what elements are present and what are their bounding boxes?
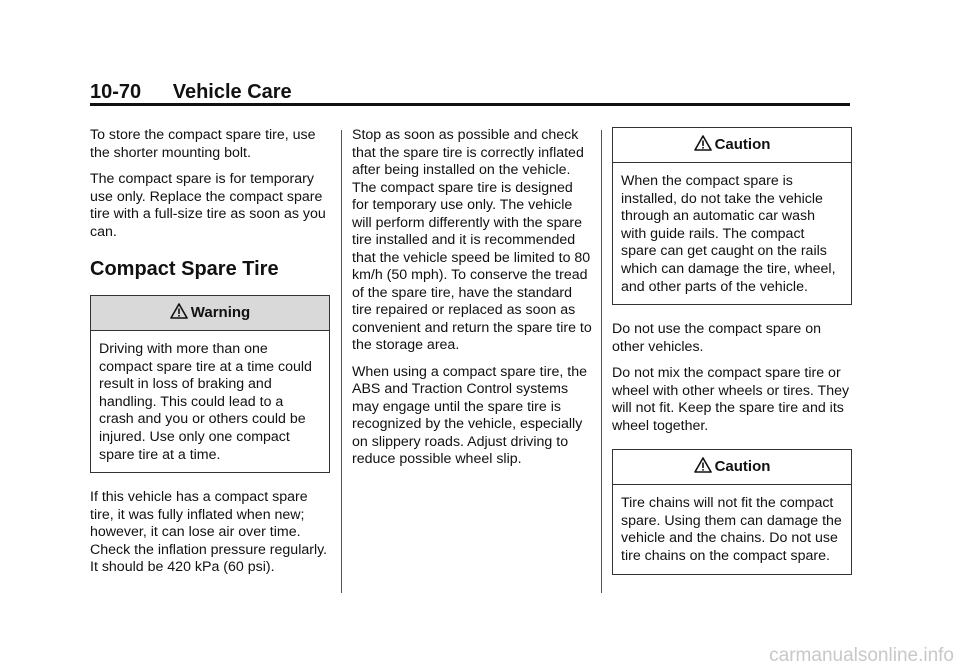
column-2 — [352, 127, 592, 478]
caution-box-header — [613, 450, 851, 485]
paragraph: If this vehicle has a compact spare tire, it was fully inflated when new; however, it can lose air over time. Check the inflation pressure regularly. It should be 420 kPa (60 psi). — [90, 489, 328, 576]
column-3 — [612, 127, 852, 591]
column-1 — [90, 127, 330, 586]
section-title: Vehicle Care — [172, 81, 292, 103]
page-header — [90, 80, 850, 104]
warning-icon — [170, 303, 188, 319]
page-number: 10-70 — [90, 81, 142, 103]
paragraph: Stop as soon as possible and check that the spare tire is correctly inflated after being installed on the vehicle. The compact spare tire is designed for temporary use only. The vehicle will perform differently with the spare tire installed and it is recommended that the vehicle speed be limited to 80 km/h (50 mph). To conserve the tread of the spare tire, have the standard tire repaired or replaced as soon as convenient and return the spare tire to the storage area. — [352, 127, 592, 353]
warning-icon — [694, 135, 712, 151]
header-rule — [90, 103, 850, 106]
caution-body: Tire chains will not fit the compact spare. Using them can damage the vehicle and the chains. Do not use tire chains on the compact spare. — [621, 495, 842, 564]
caution-box — [612, 127, 852, 305]
warning-title: Warning — [190, 304, 251, 321]
warning-box-header — [91, 296, 329, 331]
warning-icon — [694, 457, 712, 473]
column-divider — [601, 130, 602, 593]
caution-box-header — [613, 128, 851, 163]
caution-title: Caution — [714, 136, 771, 153]
caution-body: When the compact spare is installed, do not take the vehicle through an automatic car wash with guide rails. The compact spare can get caught on the rails which can damage the tire, wheel, and other parts of the vehicle. — [621, 173, 836, 295]
paragraph: To store the compact spare tire, use the shorter mounting bolt. — [90, 127, 316, 161]
paragraph: The compact spare is for temporary use only. Replace the compact spare tire with a full-size tire as soon as you can. — [90, 171, 326, 240]
column-divider — [341, 130, 342, 593]
caution-title: Caution — [714, 458, 771, 476]
caution-box — [612, 449, 852, 574]
section-heading: Compact Spare Tire — [90, 258, 279, 280]
paragraph: When using a compact spare tire, the ABS and Traction Control systems may engage until the spare tire is recognized by the vehicle, especially on slippery roads. Adjust driving to reduce possible wheel slip. — [352, 363, 588, 467]
warning-box — [90, 295, 330, 473]
watermark: carmanualsonline.info — [769, 645, 954, 666]
warning-body: Driving with more than one compact spare tire at a time could result in loss of braking and handling. This could lead to a crash and you or others could be injured. Use only one compact spare tire at a time. — [99, 341, 312, 463]
paragraph: Do not mix the compact spare tire or wheel with other wheels or tires. They will not fit. Keep the spare tire and its wheel together. — [612, 365, 850, 434]
paragraph: Do not use the compact spare on other vehicles. — [612, 321, 821, 355]
